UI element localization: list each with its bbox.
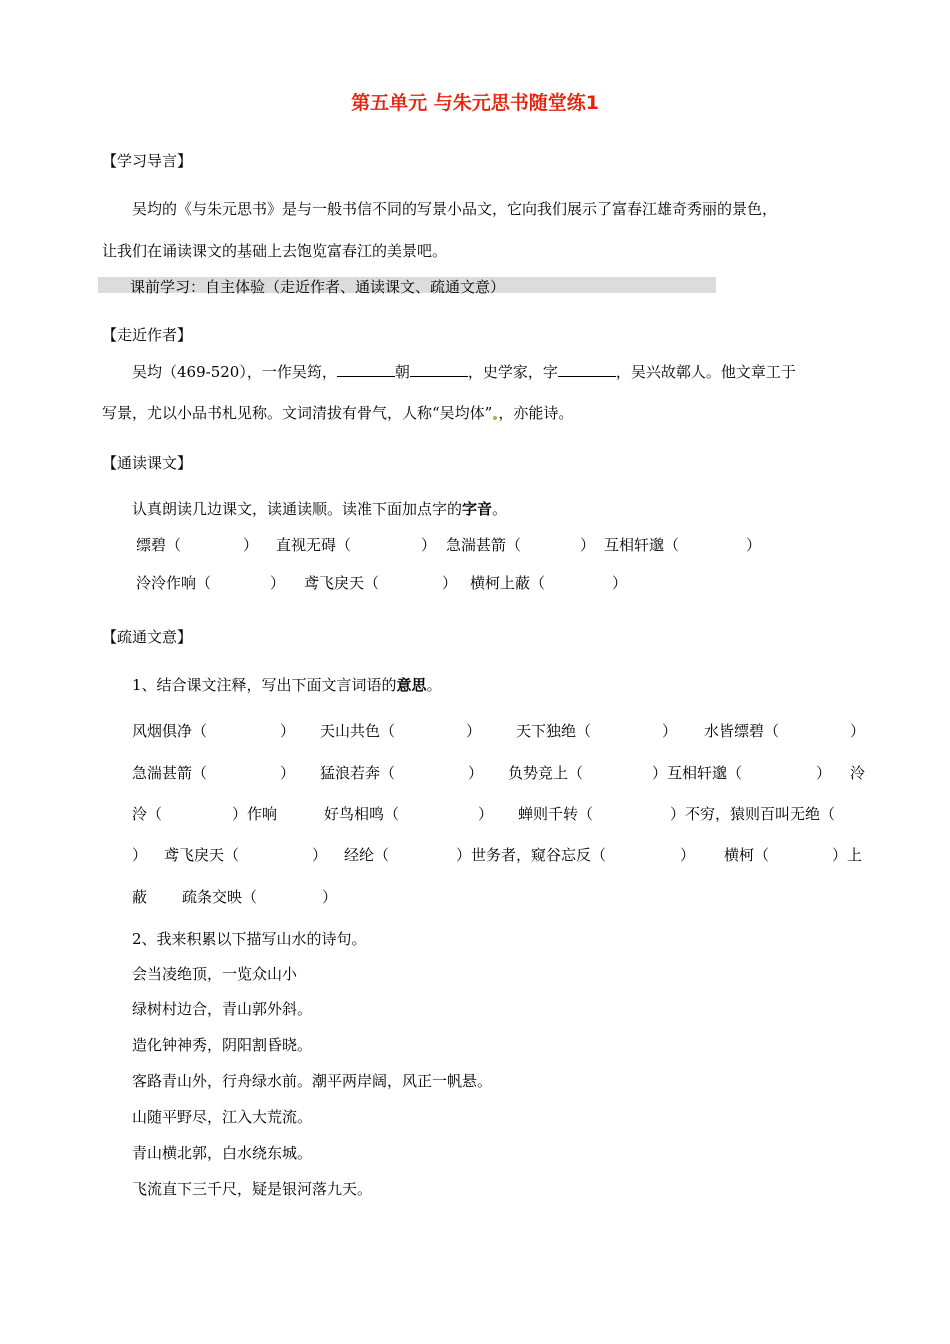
guide-text-line2: 让我们在诵读课文的基础上去饱览富春江的美景吧。 (102, 242, 448, 260)
page-title: 第五单元 与朱元思书随堂练1 (351, 92, 599, 114)
section-heading-guide: 【学习导言】 (102, 152, 193, 170)
reading-instruction: 认真朗读几边课文，读通读顺。读准下面加点字的字音。 (132, 500, 508, 518)
poem-line: 会当凌绝顶，一览众山小 (132, 965, 298, 983)
pre-study-label: 课前学习：自主体验（走近作者、通读课文、疏通文意） (130, 278, 506, 296)
question-2: 2、我来积累以下描写山水的诗句。 (132, 930, 367, 948)
section-heading-meaning: 【疏通文意】 (102, 628, 193, 646)
author-line1: 吴均（469-520），一作吴筠， 朝 ，史学家，字 ，吴兴故鄣人。他文章工于 (132, 363, 796, 381)
poem-line: 绿树村边合，青山郭外斜。 (132, 1000, 313, 1018)
poem-line: 客路青山外，行舟绿水前。潮平两岸阔，风正一帆悬。 (132, 1072, 493, 1090)
blank-courtesy-name[interactable] (558, 362, 616, 377)
pre-study-bar (98, 277, 716, 296)
poem-line: 青山横北郭，白水绕东城。 (132, 1144, 313, 1162)
guide-text-line1: 吴均的《与朱元思书》是与一般书信不同的写景小品文，它向我们展示了富春江雄奇秀丽的景色， (132, 200, 778, 218)
poem-line: 山随平野尽，江入大荒流。 (132, 1108, 313, 1126)
section-heading-reading: 【通读课文】 (102, 454, 193, 472)
poem-line: 飞流直下三千尺，疑是银河落九天。 (132, 1180, 373, 1198)
blank-dynasty-2[interactable] (410, 362, 468, 377)
mark-dot (493, 416, 497, 420)
question-1: 1、结合课文注释，写出下面文言词语的意思。 (132, 676, 442, 694)
poem-line: 造化钟神秀，阴阳割昏晓。 (132, 1036, 313, 1054)
author-line2: 写景，尤以小品书札见称。文词清拔有骨气，人称“吴均体” ，亦能诗。 (102, 404, 574, 422)
section-heading-author: 【走近作者】 (102, 326, 193, 344)
blank-dynasty[interactable] (337, 362, 395, 377)
